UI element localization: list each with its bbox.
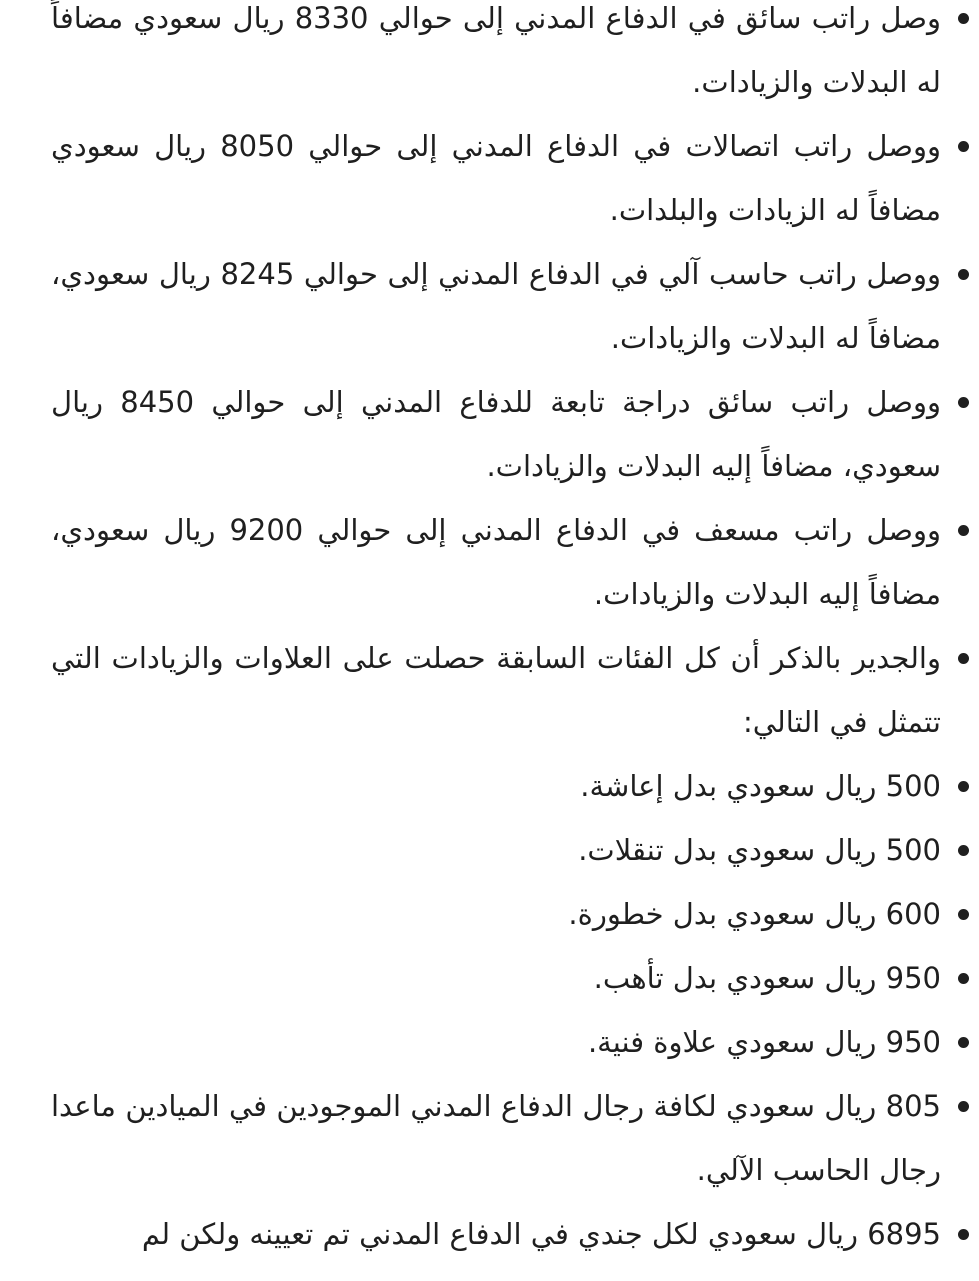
list-item-text: ووصل راتب اتصالات في الدفاع المدني إلى حوالي 8050 ريال سعودي مضافاً له الزيادات والبلدات. [51,129,941,227]
list-item [51,0,941,114]
list-item [51,626,941,754]
list-item [51,1010,941,1074]
list-item [51,370,941,498]
list-item-text: 950 ريال سعودي علاوة فنية. [587,1025,941,1059]
list-item-text: 950 ريال سعودي بدل تأهب. [593,961,941,995]
bullet-icon [958,141,969,152]
list-item [51,946,941,1010]
list-item [51,242,941,370]
list-item-text: 600 ريال سعودي بدل خطورة. [568,897,941,931]
list-item [51,498,941,626]
bullet-icon [958,13,969,24]
bullet-icon [958,1037,969,1048]
list-item-text: 6895 ريال سعودي لكل جندي في الدفاع المدني تم تعيينه ولكن لم [141,1217,941,1251]
bullet-icon [958,525,969,536]
bullet-icon [958,909,969,920]
list-item [51,1202,941,1266]
bullet-icon [958,845,969,856]
bullet-icon [958,1229,969,1240]
list-item [51,1074,941,1202]
list-item-text: 500 ريال سعودي بدل إعاشة. [580,769,941,803]
list-item-text: ووصل راتب حاسب آلي في الدفاع المدني إلى حوالي 8245 ريال سعودي، مضافاً له البدلات والزيادات. [51,257,941,355]
list-item [51,754,941,818]
list-item [51,114,941,242]
bullet-icon [958,653,969,664]
article-body [51,0,941,1266]
list-item-text: ووصل راتب مسعف في الدفاع المدني إلى حوالي 9200 ريال سعودي، مضافاً إليه البدلات والزيادات. [51,513,941,611]
bullet-icon [958,1101,969,1112]
bullet-icon [958,269,969,280]
bullet-icon [958,781,969,792]
list-item-text: 805 ريال سعودي لكافة رجال الدفاع المدني الموجودين في الميادين ماعدا رجال الحاسب الآلي. [51,1089,941,1187]
salary-bullet-list [51,0,941,1266]
list-item-text: ووصل راتب سائق دراجة تابعة للدفاع المدني إلى حوالي 8450 ريال سعودي، مضافاً إليه البدلات والزيادات. [51,385,941,483]
bullet-icon [958,397,969,408]
list-item [51,818,941,882]
list-item [51,882,941,946]
list-item-text: 500 ريال سعودي بدل تنقلات. [578,833,941,867]
bullet-icon [958,973,969,984]
list-item-text: والجدير بالذكر أن كل الفئات السابقة حصلت على العلاوات والزيادات التي تتمثل في التالي: [51,641,941,739]
list-item-text: وصل راتب سائق في الدفاع المدني إلى حوالي 8330 ريال سعودي مضافاً له البدلات والزيادات. [51,1,941,99]
